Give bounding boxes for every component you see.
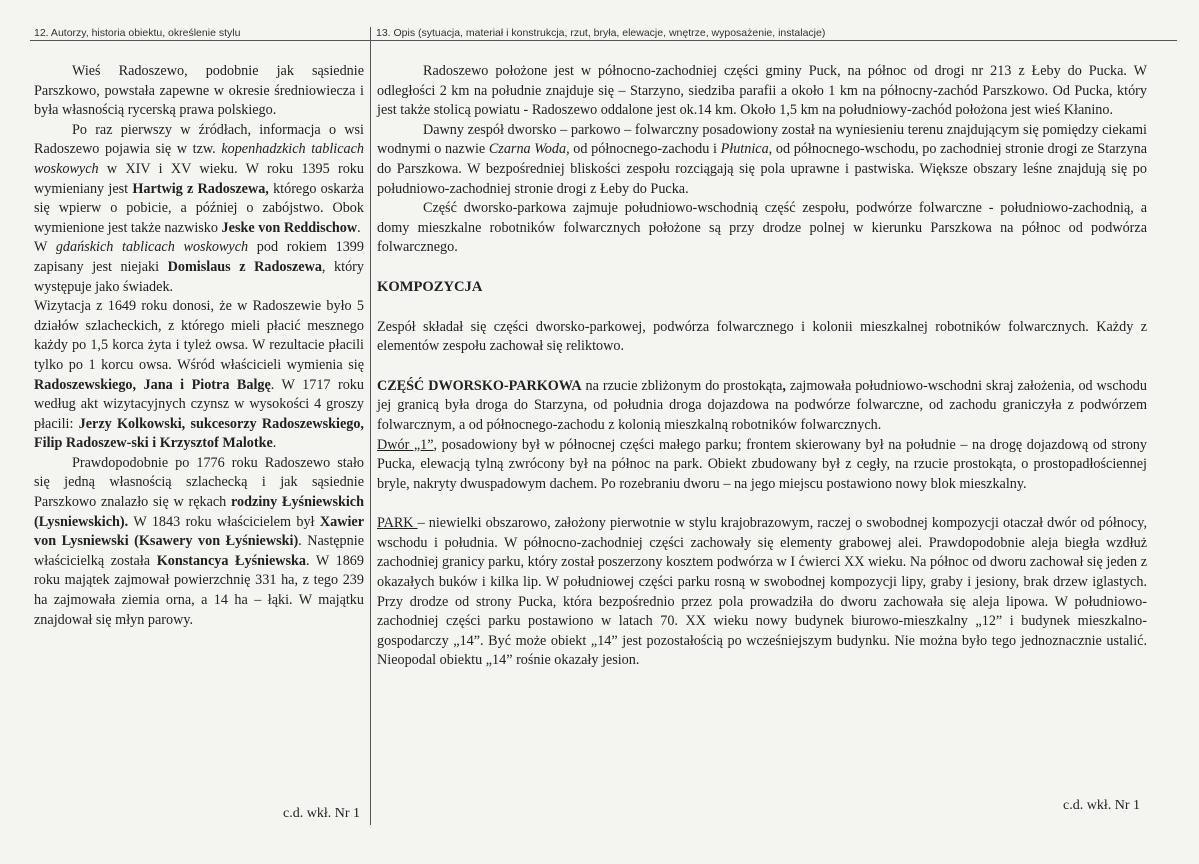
park-paragraph bbox=[377, 514, 1147, 671]
manor-house-paragraph bbox=[377, 436, 1147, 495]
object-label: Dwór „1” bbox=[377, 436, 434, 453]
text-span: Po raz pierwszy w źródłach, informacja o wsi Radoszewo pojawia się w tzw. bbox=[34, 121, 364, 158]
person-name: Radoszewskiego, Jana i Piotra Balgę bbox=[34, 376, 271, 393]
person-name: Domislaus z Radoszewa bbox=[167, 258, 322, 275]
continuation-note-left: c.d. wkł. Nr 1 bbox=[283, 806, 360, 821]
description-paragraph-2 bbox=[377, 121, 1147, 199]
composition-paragraph: Zespół składał się części dworsko-parkowej, podwórza folwarcznego i kolonii mieszkalnej robotników folwarcznych. Każdy z elementów zespołu zachował się reliktowo. bbox=[377, 318, 1147, 355]
person-name: Jerzy Kolkowski, sukcesorzy Radoszewskiego, Filip Radoszew-ski i Krzysztof Malotke bbox=[34, 415, 364, 452]
text-span: , który występuje jako świadek. bbox=[34, 258, 364, 295]
text-span: Wizytacja z 1649 roku donosi, że w Radoszewie było 5 działów szlacheckich, z którego mieli płacić mesznego każdy po 1,5 korca żyta i tyleż owsa. W rezultacie płacili tylko po 1 korcu owsa. Wśród właścicieli wymienia się bbox=[34, 298, 364, 373]
text-span: Dawny zespół dworsko – parkowo – folwarczny posadowiony został na wyniesieniu terenu znajdującym się pomiędzy ciekami wodnymi o nazwie bbox=[377, 121, 1147, 158]
description-paragraph-1: Radoszewo położone jest w północno-zachodniej części gminy Puck, na północ od drogi nr 213 z Łeby do Pucka. W odległości 2 km na południe znajduje się – Starzyno, siedziba parafii a około 1 km na północny-zachód Parszkowo. Od Pucka, który jest także stolicą powiatu - Radoszewo oddalone jest ok.14 km. Około 1,5 km na południowy-zachód położona jest wieś Kłanino. bbox=[377, 63, 1147, 119]
stream-name: Czarna Woda bbox=[488, 141, 567, 158]
history-paragraph-4 bbox=[34, 297, 364, 454]
text-span: . Następnie właścicielką została bbox=[34, 533, 364, 569]
history-paragraph-2 bbox=[34, 121, 364, 239]
person-name: Xawier von Lysniewski (Ksawery von Łyśniewski) bbox=[34, 513, 364, 550]
spacer bbox=[377, 258, 1147, 278]
text-span: na rzucie zbliżonym do prostokąta bbox=[581, 377, 783, 394]
composition-heading: KOMPOZYCJA bbox=[377, 278, 483, 295]
history-paragraph-5 bbox=[34, 454, 364, 630]
history-column bbox=[34, 62, 364, 630]
manor-park-section bbox=[377, 377, 1147, 436]
text-span: pod rokiem 1399 zapisany jest niejaki bbox=[34, 239, 364, 275]
section-13-header: 13. Opis (sytuacja, materiał i konstrukcja, rzut, bryła, elewacje, wnętrze, wyposażenie, instalacje) bbox=[376, 27, 826, 39]
text-span: Prawdopodobnie po 1776 roku Radoszewo stało się jedną własnością szlachecką i jak sąsiednie Parszkowo znalazło się w rękach bbox=[34, 454, 364, 511]
section-lead: CZĘŚĆ DWORSKO-PARKOWA bbox=[377, 377, 582, 394]
text-span: . bbox=[357, 219, 361, 236]
text-span: zajmowała południowo-wschodni skraj założenia, od wschodu jej granicą była droga do Starzyna, od południa droga dojazdowa na podwórze folwarczne, od zachodu graniczyła z podwórzem folwarcznym, a od północnego-zachodu z kolonią mieszkalną robotników folwarcznych. bbox=[377, 377, 1147, 433]
spacer bbox=[377, 357, 1147, 377]
description-column bbox=[377, 62, 1147, 671]
text-span: w XIV i XV wieku. W roku 1395 roku wymieniany jest bbox=[34, 160, 364, 197]
continuation-note-right: c.d. wkł. Nr 1 bbox=[1063, 798, 1140, 813]
section-12-header: 12. Autorzy, historia obiektu, określenie stylu bbox=[34, 27, 241, 39]
text-span: , od północnego-zachodu i bbox=[566, 141, 721, 158]
history-paragraph-3 bbox=[34, 238, 364, 297]
column-divider bbox=[370, 27, 371, 825]
text-span: . W 1869 roku majątek zajmował powierzchnię 331 ha, z tego 239 ha zajmowała ziemia orna, a 14 ha – łąki. W majątku znajdował się młyn parowy. bbox=[34, 552, 364, 628]
text-span: . bbox=[272, 435, 277, 452]
text-span: , od północnego-wschodu, po zachodniej stronie drogi ze Starzyna do Parszkowa. W bezpośredniej bliskości zespołu rozciągają się pola uprawne i pastwiska. Większe obszary leśne znajdują się po południowo-zachodniej stronie drogi z Łeby do Pucka. bbox=[377, 141, 1147, 197]
description-paragraph-3: Część dworsko-parkowa zajmuje południowo-wschodnią część zespołu, podwórze folwarczne - południowo-zachodnią, a domy mieszkalne robotników folwarcznych położone są przy drodze polnej w kierunku Parszkowa na północ od podwórza folwarcznego. bbox=[377, 200, 1147, 256]
person-name: Jeske von Reddischow bbox=[221, 219, 358, 236]
spacer bbox=[377, 298, 1147, 318]
header-divider bbox=[30, 40, 1177, 41]
text-span: , bbox=[782, 377, 786, 394]
stream-name: Płutnica bbox=[720, 141, 769, 158]
spacer bbox=[377, 494, 1147, 514]
person-name: Hartwig z Radoszewa, bbox=[132, 180, 269, 197]
person-name: Konstancya Łyśniewska bbox=[156, 552, 306, 569]
object-label: PARK bbox=[377, 515, 418, 532]
text-span: którego oskarża się wpierw o pobicie, a później o zabójstwo. Obok wymienione jest także nazwisko bbox=[34, 180, 364, 236]
person-name: rodziny Łyśniewskich (Lysniewskich). bbox=[34, 494, 364, 530]
text-span: – niewielki obszarowo, założony pierwotnie w stylu krajobrazowym, raczej o swobodnej kompozycji otaczał dwór od północy, wschodu i południa. W północno-zachodniej części zachowały się elementy grabowej alei. Prawdopodobnie aleja biegła wzdłuż zachodniej granicy parku, który został poszerzony kosztem podwórza w I ćwierci XX wieku. Na północ od dworu zachował się jeden z okazałych buków i kilka lip. W południowej części parku rosną w swobodnej kompozycji lipy, graby i jesiony, brak drzew iglastych. Przy drodze od strony Pucka, która bezpośrednio przez pola prowadziła do dworu zachowała się aleja lipowa. W południowo-zachodniej części parku postawiono w latach 70. XX wieku nowy budynek biurowo-mieszkalny „12” i budynek mieszkalno-gospodarczy „14”. Być może obiekt „14” jest pozostałością po wcześniejszym budynku. Nie można było tego jednoznacznie ustalić. Nieopodal obiektu „14” rośnie okazały jesion. bbox=[377, 515, 1147, 669]
text-span: W bbox=[34, 239, 56, 256]
history-paragraph-1: Wieś Radoszewo, podobnie jak sąsiednie Parszkowo, powstała zapewne w okresie średniowiecza i była własnością rycerską prawa polskiego. bbox=[34, 63, 364, 119]
source-title: kopenhadzkich tablicach woskowych bbox=[34, 141, 364, 177]
text-span: , posadowiony był w północnej części małego parku; frontem skierowany był na południe – na drogę dojazdową od strony Pucka, elewacją tylną zwrócony był na północ na park. Obiekt zbudowany był z cegły, na rzucie prostokąta, o prostopadłościennej bryle, nakryty dwuspadowym dachem. Po rozebraniu dworu – na jego miejscu postawiono nowy blok mieszkalny. bbox=[377, 436, 1147, 492]
source-title: gdańskich tablicach woskowych bbox=[55, 239, 249, 256]
text-span: W 1843 roku właścicielem był bbox=[128, 513, 320, 530]
text-span: . W 1717 roku według akt wizytacyjnych czynsz w wysokości 4 groszy płacili: bbox=[34, 376, 364, 432]
